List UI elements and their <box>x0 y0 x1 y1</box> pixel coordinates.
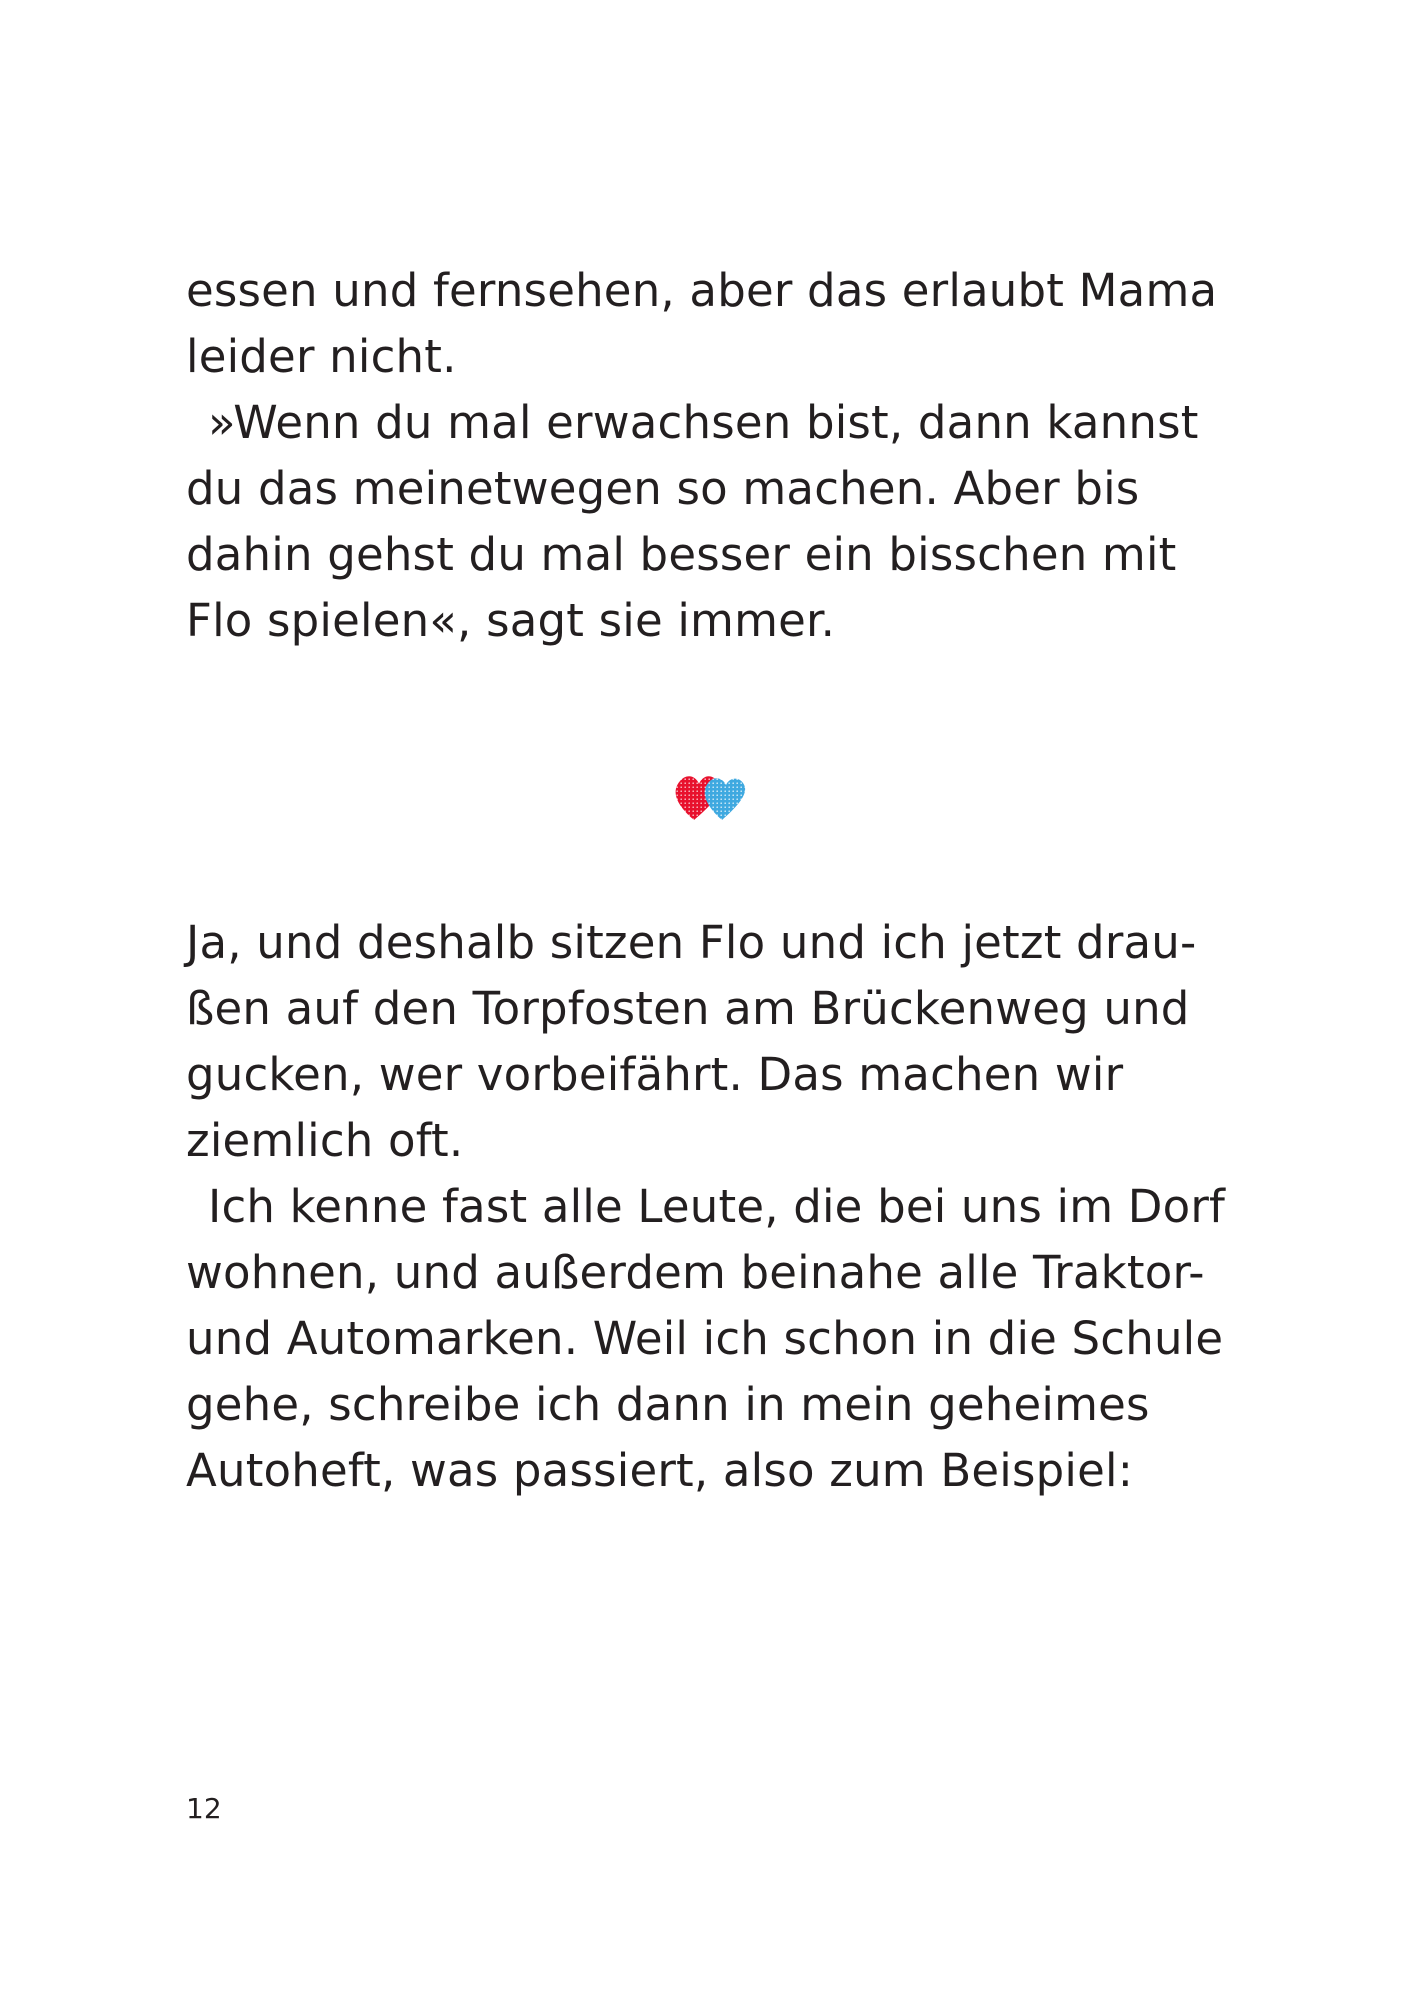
paragraph: Ich kenne fast alle Leute, die bei uns im Dorf wohnen, und außerdem beinahe alle Traktor- und Automarken. Weil ich schon in die Schule gehe, schreibe ich dann in mein geheimes Autoheft, was passiert, also zum Beispiel: <box>186 1180 1240 1497</box>
paragraph: »Wenn du mal erwachsen bist, dann kannst du das meinetwegen so machen. Aber bis dahin gehst du mal besser ein bisschen mit Flo spielen«, sagt sie immer. <box>186 396 1214 647</box>
paragraph: essen und fernsehen, aber das erlaubt Mama leider nicht. <box>186 264 1232 383</box>
page-number: 12 <box>186 1792 222 1825</box>
paragraph: Ja, und deshalb sitzen Flo und ich jetzt drau-ßen auf den Torpfosten am Brückenweg und gucken, wer vorbeifährt. Das machen wir ziemlich oft. <box>186 916 1205 1167</box>
text-block-upper <box>186 258 1246 654</box>
text-block-lower <box>186 910 1246 1504</box>
section-divider <box>0 770 1417 830</box>
double-heart-ornament-icon <box>672 770 746 822</box>
